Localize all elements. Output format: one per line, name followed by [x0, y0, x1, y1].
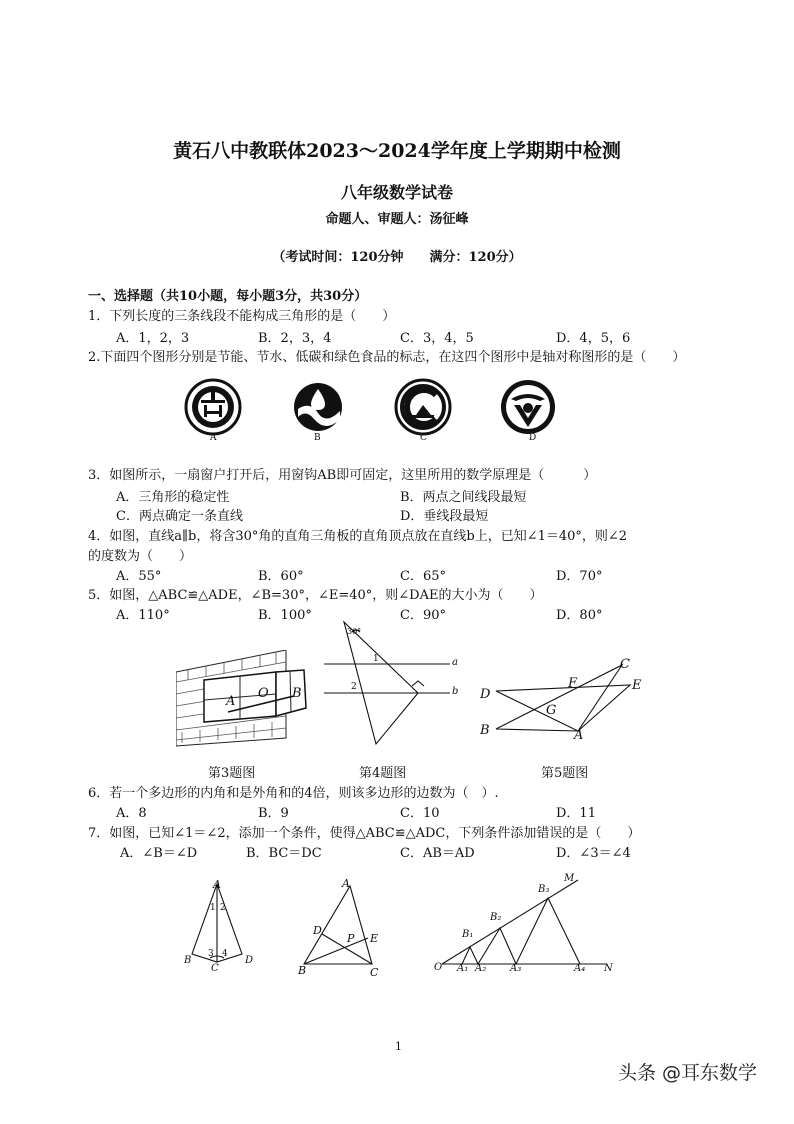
fig7c-label-b1: B₁	[462, 929, 474, 940]
fig7b-label-e: E	[370, 932, 379, 945]
fig7c-label-o: O	[434, 962, 443, 973]
fig4-label-30deg: 30°	[347, 627, 362, 636]
fig7a-label-3: 3	[208, 949, 214, 959]
q3-option-d: D．垂线段最短	[400, 509, 489, 524]
fig7c-label-b2: B₂	[490, 912, 502, 923]
fig5-label-f: F	[568, 676, 578, 691]
fig4-label-2: 2	[351, 682, 357, 692]
question-4: 4．如图，直线a∥b，将含30°角的直角三角板的直角顶点放在直线b上，已知∠1＝40°，则∠2	[88, 529, 628, 544]
q7-option-c: C．AB＝AD	[400, 846, 475, 861]
fig7c-label-a3: A₃	[510, 963, 522, 974]
q4-option-a: A．55°	[116, 569, 162, 584]
fig7b-label-p: P	[347, 932, 355, 945]
q6-option-c: C．10	[400, 806, 440, 821]
question-6: 6．若一个多边形的内角和是外角和的4倍，则该多边形的边数为（ ）.	[88, 786, 499, 801]
fig4-label-1: 1	[373, 654, 379, 664]
question-1: 1．下列长度的三条线段不能构成三角形的是（ ）	[88, 309, 396, 324]
fig3-label-o: O	[258, 686, 269, 701]
logo-label-d: D	[529, 433, 537, 443]
exam-title: 黄石八中教联体2023～2024学年度上学期期中检测	[173, 140, 621, 162]
q6-option-d: D．11	[556, 806, 596, 821]
q5-option-b: B．100°	[258, 608, 312, 623]
q3-option-c: C．两点确定一条直线	[116, 509, 243, 524]
fig5-label-b: B	[480, 723, 490, 738]
logo-label-c: C	[420, 433, 427, 443]
q6-option-b: B．9	[258, 806, 289, 821]
fig3-label-b: B	[292, 686, 302, 701]
logo-label-a: A	[210, 433, 217, 443]
fig7a-label-b: B	[184, 955, 192, 966]
page-number: 1	[395, 1040, 402, 1053]
fig3-window-figure	[176, 650, 310, 750]
fig7b-triangle-figure	[296, 878, 396, 978]
q7-option-d: D．∠3＝∠4	[556, 846, 631, 861]
fig7a-label-d: D	[245, 955, 254, 966]
fig5-caption: 第5题图	[541, 766, 589, 781]
q4-option-d: D．70°	[556, 569, 603, 584]
fig4-label-b: b	[452, 686, 459, 697]
q5-option-d: D．80°	[556, 608, 603, 623]
fig7c-angle-figure	[430, 872, 620, 972]
question-3: 3．如图所示，一扇窗户打开后，用窗钩AB即可固定，这里所用的数学原理是（ ）	[88, 468, 597, 483]
fig4-caption: 第4题图	[359, 766, 407, 781]
fig7c-label-n: N	[604, 963, 613, 974]
question-5: 5．如图，△ABC≌△ADE，∠B=30°，∠E=40°，则∠DAE的大小为（ ）	[88, 588, 543, 603]
section-heading: 一、选择题（共10小题，每小题3分，共30分）	[88, 289, 368, 304]
q1-option-d: D．4，5，6	[556, 331, 631, 346]
fig7b-label-b: B	[298, 964, 307, 977]
q4-option-b: B．60°	[258, 569, 304, 584]
paper-subtitle: 八年级数学试卷	[340, 183, 453, 202]
fig7a-label-a: A	[213, 878, 221, 891]
fig7a-label-c: C	[211, 963, 219, 974]
fig7a-label-2: 2	[220, 903, 226, 913]
fig5-label-g: G	[546, 703, 557, 718]
exam-info: （考试时间：120分钟 满分：120分）	[272, 250, 522, 265]
q4-option-c: C．65°	[400, 569, 446, 584]
q5-option-c: C．90°	[400, 608, 446, 623]
fig5-label-d: D	[480, 687, 491, 702]
question-7: 7．如图，已知∠1＝∠2，添加一个条件，使得△ABC≌△ADC，下列条件添加错误的是（ ）	[88, 826, 641, 841]
fig7c-label-b3: B₃	[538, 884, 550, 895]
watermark: 头条 @耳东数学	[618, 1062, 758, 1084]
fig3-caption: 第3题图	[208, 766, 256, 781]
q1-option-a: A．1，2，3	[116, 331, 190, 346]
fig4-parallel-lines-figure	[318, 618, 468, 748]
fig3-label-a: A	[226, 694, 236, 709]
fig7c-label-a2: A₂	[475, 963, 487, 974]
water-saving-logo	[294, 383, 342, 431]
fig7a-label-4: 4	[222, 949, 228, 959]
question-2: 2.下面四个图形分别是节能、节水、低碳和绿色食品的标志，在这四个图形中是轴对称图形的是（ ）	[88, 350, 686, 365]
fig5-label-a: A	[574, 728, 584, 743]
question-4-cont: 的度数为（ ）	[88, 549, 193, 564]
q3-option-b: B．两点之间线段最短	[400, 490, 527, 505]
fig7c-label-a4: A₄	[574, 963, 586, 974]
fig7b-label-a: A	[342, 877, 350, 890]
q1-option-c: C．3，4，5	[400, 331, 474, 346]
fig7c-label-m: M	[564, 873, 575, 884]
q3-option-a: A．三角形的稳定性	[116, 490, 230, 505]
q7-option-b: B．BC＝DC	[246, 846, 322, 861]
fig7b-label-d: D	[313, 924, 322, 937]
low-carbon-logo	[396, 380, 450, 434]
q2-logos-figure	[180, 375, 560, 447]
fig7a-label-1: 1	[210, 903, 216, 913]
green-food-logo	[501, 380, 555, 434]
logo-label-b: B	[314, 433, 321, 443]
authors-line: 命题人、审题人：汤征峰	[325, 212, 469, 227]
q7-option-a: A．∠B＝∠D	[120, 846, 198, 861]
fig7c-label-a1: A₁	[457, 963, 469, 974]
fig7b-label-c: C	[370, 966, 379, 979]
q6-option-a: A．8	[116, 806, 147, 821]
energy-saving-logo	[186, 380, 240, 434]
q5-option-a: A．110°	[116, 608, 170, 623]
fig5-label-e: E	[632, 678, 642, 693]
fig5-label-c: C	[620, 657, 630, 672]
fig4-label-a: a	[452, 657, 458, 668]
q1-option-b: B．2，3，4	[258, 331, 332, 346]
